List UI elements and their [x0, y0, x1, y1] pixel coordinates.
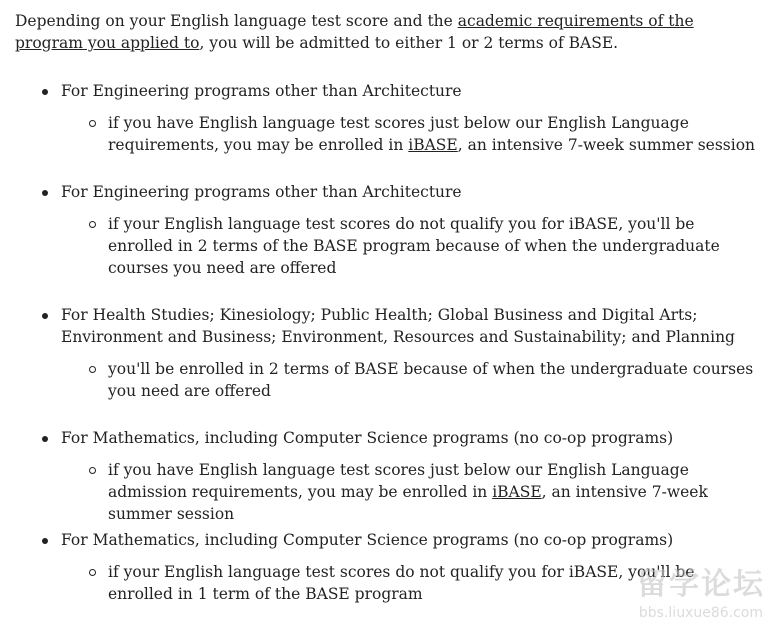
intro-paragraph [15, 10, 735, 54]
sub-item-prefix: if you have English language test scores just below our English Language admission requirements, you may be enrolled in [108, 461, 689, 501]
program-section-mathematics-1 [0, 427, 779, 525]
sub-item-text: you'll be enrolled in 2 terms of BASE because of when the undergraduate courses you need are offered [108, 360, 754, 400]
sub-list-item [0, 459, 763, 525]
sub-list-item [0, 112, 763, 156]
watermark-logo [621, 567, 771, 625]
sub-bullet-icon [89, 569, 96, 576]
ibase-link[interactable]: iBASE [408, 136, 458, 154]
watermark-url: bbs.liuxue86.com [638, 605, 763, 621]
program-heading: For Mathematics, including Computer Science programs (no co-op programs) [61, 531, 674, 549]
bullet-icon [42, 313, 48, 319]
program-heading: For Health Studies; Kinesiology; Public Health; Global Business and Digital Arts; Environment and Business; Environment, Resources and Sustainability; and Planning [61, 306, 735, 346]
sub-item-suffix: , an intensive 7-week summer session [108, 483, 708, 523]
sub-item-text: if your English language test scores do not qualify you for iBASE, you'll be enrolled in 1 term of the BASE program [108, 563, 695, 603]
bullet-icon [42, 538, 48, 544]
sub-item-prefix: if you have English language test scores just below our English Language requirements, you may be enrolled in [108, 114, 689, 154]
list-item [0, 181, 751, 203]
program-section-engineering-2 [0, 181, 779, 279]
sub-bullet-icon [89, 467, 96, 474]
watermark-text: 留学论坛 [637, 567, 765, 602]
program-heading: For Engineering programs other than Architecture [61, 183, 462, 201]
list-item [0, 80, 751, 102]
sub-bullet-icon [89, 120, 96, 127]
bullet-icon [42, 190, 48, 196]
intro-prefix: Depending on your English language test score and the [15, 12, 458, 30]
bullet-icon [42, 436, 48, 442]
list-item [0, 529, 751, 551]
sub-list-item [0, 213, 763, 279]
intro-suffix: , you will be admitted to either 1 or 2 terms of BASE. [199, 34, 619, 52]
ibase-link[interactable]: iBASE [492, 483, 542, 501]
academic-requirements-link[interactable]: academic requirements of the program you applied to [15, 12, 694, 52]
bullet-icon [42, 89, 48, 95]
list-item [0, 304, 751, 348]
sub-bullet-icon [89, 366, 96, 373]
program-heading: For Engineering programs other than Architecture [61, 82, 462, 100]
program-section-health-studies [0, 304, 779, 402]
program-section-engineering-1 [0, 80, 779, 156]
sub-bullet-icon [89, 221, 96, 228]
sub-item-text: if your English language test scores do not qualify you for iBASE, you'll be enrolled in 2 terms of the BASE program because of when the undergraduate courses you need are offered [108, 215, 720, 277]
sub-list-item [0, 358, 763, 402]
list-item [0, 427, 751, 449]
program-heading: For Mathematics, including Computer Science programs (no co-op programs) [61, 429, 674, 447]
sub-item-suffix: , an intensive 7-week summer session [457, 136, 756, 154]
